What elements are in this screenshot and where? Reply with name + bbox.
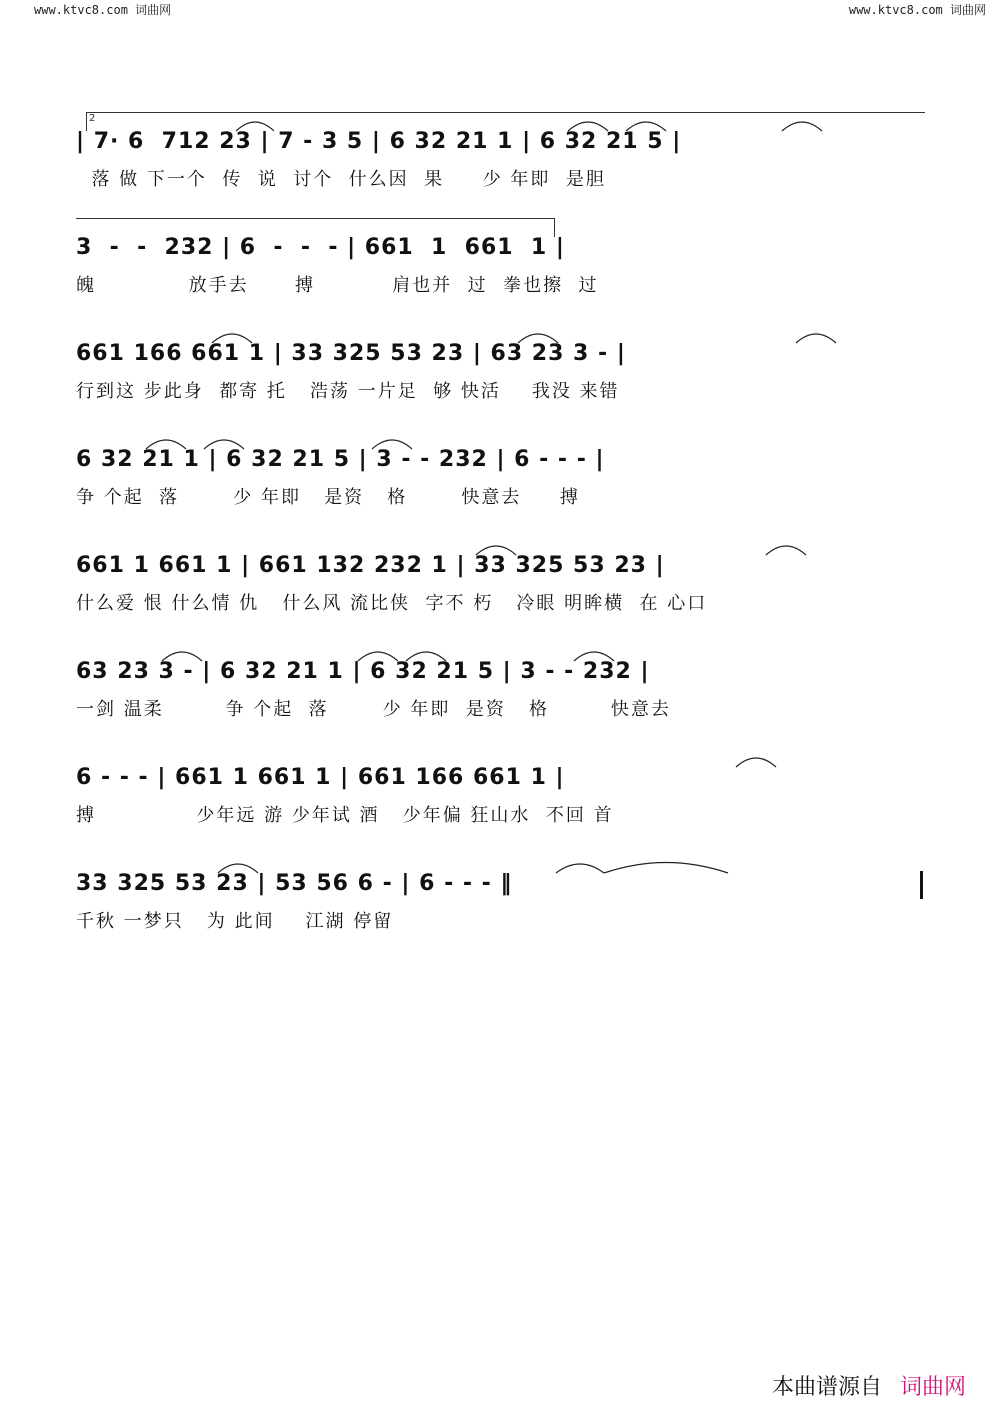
- score-notes-row: | 7· 6 712 23 | 7 - 3 5 | 6 32 21 1 | 6 32 21 5 |: [76, 129, 682, 154]
- lyrics-row: 魄 放手去 搏 肩也并 过 拳也擦 过: [76, 275, 599, 296]
- lyrics-row: 什么爱 恨 什么情 仇 什么风 流比侠 字不 朽 冷眼 明眸横 在 心口: [76, 593, 708, 614]
- final-barline: [920, 871, 923, 899]
- lyrics-row: 一剑 温柔 争 个起 落 少 年即 是资 格 快意去: [76, 699, 671, 720]
- lyrics-row: 行到这 步此身 都寄 托 浩荡 一片足 够 快活 我没 来错: [76, 381, 620, 402]
- watermark-left: www.ktvc8.com 词曲网: [34, 3, 172, 17]
- score-notes-row: 33 325 53 23 | 53 56 6 - | 6 - - - ‖: [76, 871, 513, 896]
- score-notes-row: 6 - - - | 661 1 661 1 | 661 166 661 1 |: [76, 765, 565, 790]
- lyrics-row: 搏 少年远 游 少年试 酒 少年偏 狂山水 不回 首: [76, 805, 614, 826]
- lyrics-row: 千秋 一梦只 为 此间 江湖 停留: [76, 911, 394, 932]
- score-notes-row: 6 32 21 1 | 6 32 21 5 | 3 - - 232 | 6 - - - |: [76, 447, 605, 472]
- watermark-right: www.ktvc8.com 词曲网: [848, 3, 986, 17]
- footer-label: 本曲谱源自: [771, 1375, 882, 1400]
- footer-site-link[interactable]: 词曲网: [899, 1375, 966, 1400]
- lyrics-row: 争 个起 落 少 年即 是资 格 快意去 搏: [76, 487, 580, 508]
- score-notes-row: 3 - - 232 | 6 - - - | 661 1 661 1 |: [76, 235, 565, 260]
- volta-number: 2: [89, 113, 96, 124]
- source-footer: [772, 1370, 966, 1401]
- score-notes-row: 661 166 661 1 | 33 325 53 23 | 63 23 3 - |: [76, 341, 626, 366]
- score-notes-row: 63 23 3 - | 6 32 21 1 | 6 32 21 5 | 3 - - 232 |: [76, 659, 650, 684]
- score-notes-row: 661 1 661 1 | 661 132 232 1 | 33 325 53 23 |: [76, 553, 665, 578]
- lyrics-row: 落 做 下一个 传 说 讨个 什么因 果 少 年即 是胆: [76, 169, 606, 190]
